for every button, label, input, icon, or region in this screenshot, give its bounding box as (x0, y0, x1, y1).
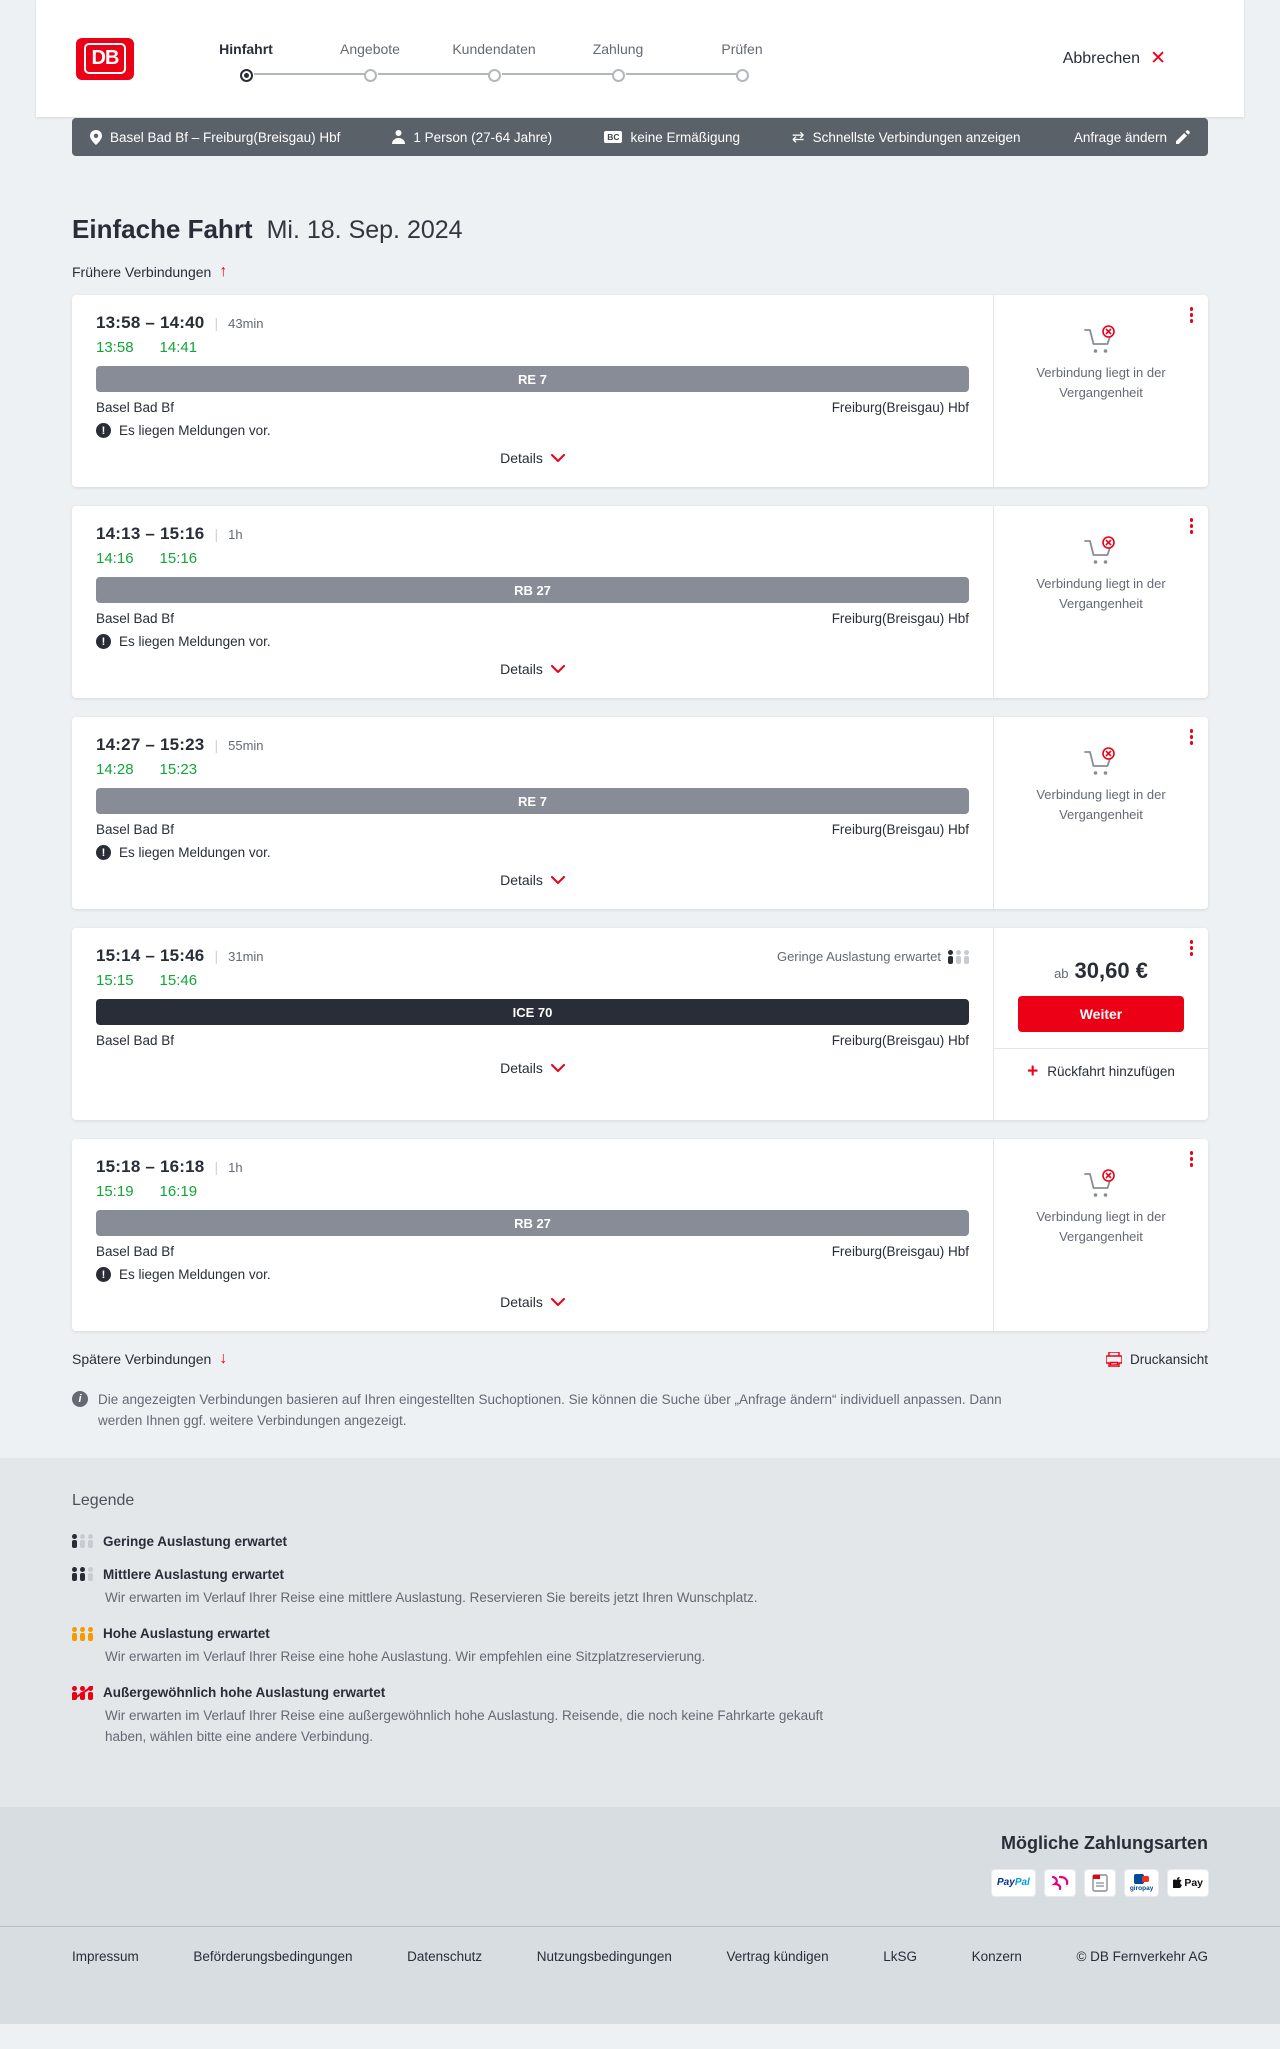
messages-label: Es liegen Meldungen vor. (119, 423, 271, 438)
cancel-label: Abbrechen (1062, 49, 1141, 67)
swap-arrows-icon: ⇄ (792, 128, 805, 146)
actual-times-row (96, 761, 969, 778)
chevron-down-icon (551, 876, 565, 884)
time-range: 15:14 – 15:46 (96, 946, 205, 965)
details-label: Details (500, 872, 543, 888)
alert-icon: ! (96, 423, 111, 438)
cart-unavailable-icon (1083, 536, 1119, 566)
printer-icon (1106, 1352, 1122, 1367)
occupancy-low-icon (72, 1534, 93, 1548)
details-label: Details (500, 1060, 543, 1076)
past-connection-indicator (1016, 536, 1186, 613)
print-view-link[interactable]: Druckansicht (1106, 1352, 1208, 1367)
stepper-step-hinfahrt[interactable] (184, 41, 308, 82)
duration: 1h (228, 527, 243, 542)
info-icon: i (72, 1391, 88, 1407)
departure-actual-time: 13:58 (96, 339, 134, 356)
time-duration-separator: | (214, 315, 219, 331)
time-duration-separator: | (214, 737, 219, 753)
legend-item (72, 1685, 1208, 1747)
details-button[interactable] (494, 1290, 571, 1314)
occupancy-exceptional-icon (72, 1686, 93, 1700)
past-connection-text: Verbindung liegt in der Vergangenheit (1036, 787, 1166, 822)
discount-summary: BC keine Ermäßigung (604, 130, 740, 145)
step-label: Zahlung (592, 41, 644, 57)
legend-item (72, 1626, 1208, 1667)
arrival-station: Freiburg(Breisgau) Hbf (831, 400, 969, 415)
arrival-station: Freiburg(Breisgau) Hbf (831, 1244, 969, 1259)
details-label: Details (500, 661, 543, 677)
booking-stepper (184, 41, 804, 82)
person-icon (392, 130, 405, 144)
klarna-icon (1051, 1875, 1069, 1891)
pencil-icon (1176, 130, 1190, 144)
past-connection-text: Verbindung liegt in der Vergangenheit (1036, 576, 1166, 611)
legend-item-label: Geringe Auslastung erwartet (103, 1533, 288, 1549)
later-connections-link[interactable]: Spätere Verbindungen ↓ (72, 1350, 228, 1367)
actual-times-row (96, 339, 969, 356)
chevron-down-icon (551, 1064, 565, 1072)
departure-station: Basel Bad Bf (96, 822, 175, 837)
time-range: 14:27 – 15:23 (96, 735, 205, 754)
options-menu-button[interactable] (1188, 1149, 1196, 1169)
connection-main (72, 506, 993, 698)
titlebar (72, 214, 1208, 245)
apple-pay-icon: Pay (1173, 1877, 1203, 1889)
location-pin-icon (90, 130, 102, 145)
messages-label: Es liegen Meldungen vor. (119, 845, 271, 860)
chevron-down-icon (551, 1298, 565, 1306)
chevron-down-icon (551, 665, 565, 673)
legend-item-head (72, 1567, 1208, 1582)
details-button[interactable] (494, 657, 571, 681)
arrival-station: Freiburg(Breisgau) Hbf (831, 822, 969, 837)
details-label: Details (500, 450, 543, 466)
train-label: RB 27 (514, 1215, 551, 1231)
connection-time-row (96, 946, 969, 966)
step-label: Hinfahrt (219, 41, 273, 57)
results-main (0, 214, 1280, 1432)
connection-time-row (96, 313, 969, 333)
connection-card (72, 1139, 1208, 1331)
footer-link-lksg[interactable]: LkSG (883, 1948, 917, 1964)
payment-method-giropay (1125, 1870, 1158, 1896)
stations-row (96, 400, 969, 415)
occupancy-high-icon (72, 1627, 93, 1641)
footer-link-impressum[interactable]: Impressum (72, 1948, 139, 1964)
duration: 43min (228, 316, 264, 331)
payment-method-sepa-lastschrift (1085, 1870, 1115, 1896)
legend-item-label: Mittlere Auslastung erwartet (103, 1566, 285, 1582)
step-label: Prüfen (721, 41, 763, 57)
giropay-wordmark: giropay (1129, 1884, 1154, 1892)
occupancy-low-icon (948, 950, 969, 964)
step-label: Angebote (340, 41, 400, 57)
connection-main (72, 717, 993, 909)
footer (0, 1926, 1280, 2024)
arrival-actual-time: 14:41 (159, 339, 198, 356)
departure-station: Basel Bad Bf (96, 1244, 175, 1259)
messages-label: Es liegen Meldungen vor. (119, 1267, 271, 1282)
price-value: 30,60 € (1074, 958, 1148, 983)
options-menu-button[interactable] (1188, 938, 1196, 958)
messages-row (96, 423, 969, 438)
price-row (1054, 958, 1148, 984)
cart-unavailable-icon (1083, 747, 1119, 777)
page-title: Einfache Fahrt (72, 214, 253, 244)
connection-time-row (96, 1157, 969, 1177)
arrival-station: Freiburg(Breisgau) Hbf (831, 611, 969, 626)
footer-link-datenschutz[interactable]: Datenschutz (407, 1948, 483, 1964)
time-duration-separator: | (214, 526, 219, 542)
connection-main (72, 295, 993, 487)
legend-item-label: Außergewöhnlich hohe Auslastung erwartet (103, 1685, 386, 1701)
options-menu-button[interactable] (1188, 516, 1196, 536)
departure-station: Basel Bad Bf (96, 611, 175, 626)
actual-times-row (96, 1183, 969, 1200)
occupancy-indicator (777, 949, 969, 964)
stations-row (96, 1244, 969, 1259)
actual-times-row (96, 972, 969, 989)
step-dot-icon (240, 69, 253, 82)
route-summary: Basel Bad Bf – Freiburg(Breisgau) Hbf (90, 130, 340, 145)
details-button[interactable] (494, 1056, 571, 1080)
actual-times-row (96, 550, 969, 567)
connection-card (72, 928, 1208, 1120)
departure-actual-time: 14:28 (96, 761, 134, 778)
cart-unavailable-icon (1083, 325, 1119, 355)
payment-method-apple-pay (1168, 1870, 1208, 1896)
legend-item-head (72, 1685, 1208, 1700)
options-menu-button[interactable] (1188, 727, 1196, 747)
connection-time-row (96, 735, 969, 755)
connection-card (72, 295, 1208, 487)
legend-item-description: Wir erwarten im Verlauf Ihrer Reise eine hohe Auslastung. Wir empfehlen eine Sitzplatzreservierung. (105, 1649, 706, 1665)
footer-link-beförderungsbedingungen[interactable]: Beförderungsbedingungen (193, 1948, 353, 1964)
legend-item-head (72, 1626, 1208, 1641)
arrival-actual-time: 15:46 (159, 972, 198, 989)
duration: 55min (228, 738, 264, 753)
connection-side-panel (993, 717, 1208, 909)
stepper-step-zahlung[interactable] (556, 41, 680, 82)
legend-title: Legende (72, 1491, 135, 1509)
connection-side-panel (993, 506, 1208, 698)
train-line-bar[interactable] (96, 788, 969, 814)
occupancy-label: Geringe Auslastung erwartet (776, 949, 941, 964)
legend-item-head (72, 1534, 1208, 1549)
travel-date: Mi. 18. Sep. 2024 (266, 216, 463, 244)
plus-icon: + (1027, 1061, 1039, 1082)
time-duration-separator: | (214, 948, 219, 964)
payment-methods-row (72, 1870, 1208, 1896)
past-connection-indicator (1016, 747, 1186, 824)
edit-request-button[interactable]: Anfrage ändern (1074, 130, 1190, 145)
departure-actual-time: 15:15 (96, 972, 134, 989)
search-options-info (72, 1390, 1208, 1432)
train-label: RE 7 (518, 371, 547, 387)
arrival-station: Freiburg(Breisgau) Hbf (831, 1033, 969, 1048)
earlier-connections-link[interactable]: Frühere Verbindungen ↑ (72, 263, 228, 280)
connection-card (72, 506, 1208, 698)
messages-row (96, 634, 969, 649)
train-line-bar[interactable] (96, 1210, 969, 1236)
departure-station: Basel Bad Bf (96, 1033, 175, 1048)
options-menu-button[interactable] (1188, 305, 1196, 325)
train-line-bar[interactable] (96, 577, 969, 603)
cancel-button[interactable] (1063, 49, 1166, 68)
arrow-down-icon: ↓ (219, 1350, 228, 1367)
past-connection-text: Verbindung liegt in der Vergangenheit (1036, 365, 1166, 400)
messages-row (96, 845, 969, 860)
occupancy-medium-icon (72, 1567, 93, 1581)
arrival-actual-time: 15:23 (159, 761, 198, 778)
legend-item (72, 1534, 1208, 1549)
arrival-actual-time: 15:16 (159, 550, 198, 567)
train-label: RE 7 (518, 793, 547, 809)
connection-time-row (96, 524, 969, 544)
details-button[interactable] (494, 868, 571, 892)
time-duration-separator: | (214, 1159, 219, 1175)
step-dot-icon (488, 69, 501, 82)
alert-icon: ! (96, 1267, 111, 1282)
past-connection-indicator (1016, 325, 1186, 402)
duration: 1h (228, 1160, 243, 1175)
past-connection-text: Verbindung liegt in der Vergangenheit (1036, 1209, 1166, 1244)
step-dot-icon (612, 69, 625, 82)
departure-station: Basel Bad Bf (96, 400, 175, 415)
chevron-down-icon (551, 454, 565, 462)
details-button[interactable] (494, 446, 571, 470)
bahncard-icon: BC (604, 131, 622, 143)
alert-icon: ! (96, 634, 111, 649)
alert-icon: ! (96, 845, 111, 860)
legend-list (72, 1534, 1208, 1747)
legend-item (72, 1567, 1208, 1608)
arrival-actual-time: 16:19 (159, 1183, 198, 1200)
step-label: Kundendaten (452, 41, 536, 57)
train-label: RB 27 (514, 582, 551, 598)
passenger-summary: 1 Person (27-64 Jahre) (392, 130, 552, 145)
departure-actual-time: 14:16 (96, 550, 134, 567)
footer-link-konzern[interactable]: Konzern (971, 1948, 1022, 1964)
payment-method-paypal (992, 1870, 1035, 1896)
step-dot-icon (364, 69, 377, 82)
connection-side-panel (993, 928, 1208, 1120)
connections-list (72, 295, 1208, 1331)
add-return-trip-button[interactable] (1027, 1062, 1175, 1081)
payment-methods-title: Mögliche Zahlungsarten (1000, 1832, 1208, 1853)
payment-method-klarna (1045, 1870, 1075, 1896)
cart-unavailable-icon (1083, 1169, 1119, 1199)
departure-actual-time: 15:19 (96, 1183, 134, 1200)
stations-row (96, 1033, 969, 1048)
connection-side-panel (993, 295, 1208, 487)
connection-main (72, 928, 993, 1120)
train-label: ICE 70 (512, 1004, 553, 1020)
arrow-up-icon: ↑ (219, 263, 228, 280)
train-line-bar[interactable] (96, 366, 969, 392)
time-range: 13:58 – 14:40 (96, 313, 205, 332)
step-dot-icon (736, 69, 749, 82)
stepper-step-prüfen[interactable] (680, 41, 804, 82)
footer-link-vertrag-kündigen[interactable]: Vertrag kündigen (726, 1948, 829, 1964)
time-range: 14:13 – 15:16 (96, 524, 205, 543)
payment-methods-section (0, 1807, 1280, 1926)
stations-row (96, 822, 969, 837)
messages-label: Es liegen Meldungen vor. (119, 634, 271, 649)
giropay-icon (1134, 1874, 1149, 1884)
legend-item-label: Hohe Auslastung erwartet (103, 1626, 270, 1642)
connection-main (72, 1139, 993, 1331)
fastest-connections-toggle[interactable]: ⇄ Schnellste Verbindungen anzeigen (792, 128, 1021, 146)
messages-row (96, 1267, 969, 1282)
close-icon: ✕ (1150, 48, 1166, 69)
paypal-icon: PayPal (997, 1877, 1030, 1889)
stepper-step-kundendaten[interactable] (432, 41, 556, 82)
db-logo: DB (76, 38, 134, 80)
legend-item-description: Wir erwarten im Verlauf Ihrer Reise eine außergewöhnlich hohe Auslastung. Reisende, die noch keine Fahrkarte gekauft haben, wählen bitte eine andere Verbindung. (105, 1708, 824, 1744)
legend-section (0, 1458, 1280, 1807)
stepper-step-angebote[interactable] (308, 41, 432, 82)
search-summary-bar (72, 118, 1208, 156)
legend-item-description: Wir erwarten im Verlauf Ihrer Reise eine mittlere Auslastung. Reservieren Sie bereits jetzt Ihren Wunschplatz. (105, 1589, 758, 1605)
footer-copyright: © DB Fernverkehr AG (1076, 1948, 1208, 1964)
past-connection-indicator (1016, 1169, 1186, 1246)
continue-button[interactable]: Weiter (1018, 996, 1184, 1032)
connection-card (72, 717, 1208, 909)
connection-side-panel (993, 1139, 1208, 1331)
details-label: Details (500, 1294, 543, 1310)
add-return-label: Rückfahrt hinzufügen (1047, 1064, 1175, 1079)
time-range: 15:18 – 16:18 (96, 1157, 205, 1176)
stations-row (96, 611, 969, 626)
header (36, 0, 1244, 117)
footer-link-nutzungsbedingungen[interactable]: Nutzungsbedingungen (536, 1948, 672, 1964)
side-divider (994, 1048, 1208, 1049)
sepa-direct-debit-icon (1092, 1874, 1108, 1892)
info-text: Die angezeigten Verbindungen basieren auf Ihren eingestellten Suchoptionen. Sie können die Suche über „Anfrage ändern“ individuell anpassen. Dann werden Ihnen ggf. weitere Verbindungen angezeigt. (98, 1392, 1002, 1428)
price-prefix: ab (1054, 966, 1069, 981)
train-line-bar[interactable] (96, 999, 969, 1025)
duration: 31min (228, 949, 264, 964)
